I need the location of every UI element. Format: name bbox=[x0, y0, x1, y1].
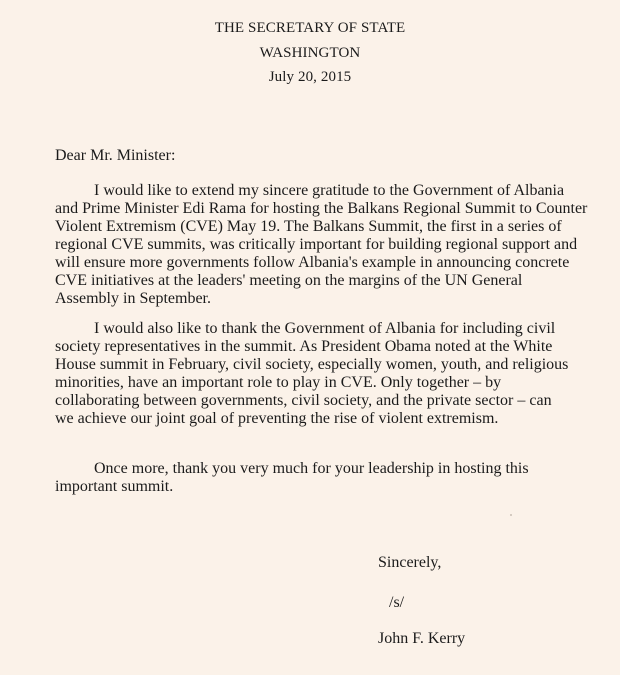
paragraph-line: and Prime Minister Edi Rama for hosting the Balkans Regional Summit to Counter bbox=[55, 200, 588, 217]
paper-speck bbox=[510, 514, 512, 516]
paragraph-line: Assembly in September. bbox=[55, 290, 211, 307]
signature: /s/ bbox=[389, 594, 405, 611]
paragraph-civil-society bbox=[55, 320, 615, 428]
paragraph-line: I would like to extend my sincere gratitude to the Government of Albania bbox=[94, 182, 565, 199]
paragraph-line: regional CVE summits, was critically important for building regional support and bbox=[55, 236, 578, 253]
paragraph-line: will ensure more governments follow Albania's example in announcing concrete bbox=[55, 254, 570, 271]
paragraph-line: CVE initiatives at the leaders' meeting on the margins of the UN General bbox=[55, 272, 523, 289]
salutation: Dear Mr. Minister: bbox=[55, 147, 176, 164]
letterhead-city: WASHINGTON bbox=[259, 45, 361, 61]
paragraph-gratitude bbox=[55, 182, 615, 308]
signer-name: John F. Kerry bbox=[378, 630, 466, 647]
paragraph-line: House summit in February, civil society, especially women, youth, and religious bbox=[55, 356, 569, 373]
paragraph-line: minorities, have an important role to play in CVE. Only together – by bbox=[55, 374, 502, 391]
paragraph-thanks bbox=[55, 460, 615, 496]
letter-date: July 20, 2015 bbox=[268, 69, 352, 85]
valediction: Sincerely, bbox=[378, 554, 442, 571]
paragraph-line: collaborating between governments, civil society, and the private sector – can bbox=[55, 392, 552, 409]
paragraph-line: I would also like to thank the Government of Albania for including civil bbox=[94, 320, 556, 337]
paragraph-line: important summit. bbox=[55, 478, 174, 495]
letterhead-office: THE SECRETARY OF STATE bbox=[214, 20, 406, 36]
paragraph-line: we achieve our joint goal of preventing the rise of violent extremism. bbox=[55, 410, 499, 427]
paragraph-line: Once more, thank you very much for your leadership in hosting this bbox=[94, 460, 529, 477]
paragraph-line: society representatives in the summit. As President Obama noted at the White bbox=[55, 338, 553, 355]
paragraph-line: Violent Extremism (CVE) May 19. The Balkans Summit, the first in a series of bbox=[55, 218, 562, 235]
